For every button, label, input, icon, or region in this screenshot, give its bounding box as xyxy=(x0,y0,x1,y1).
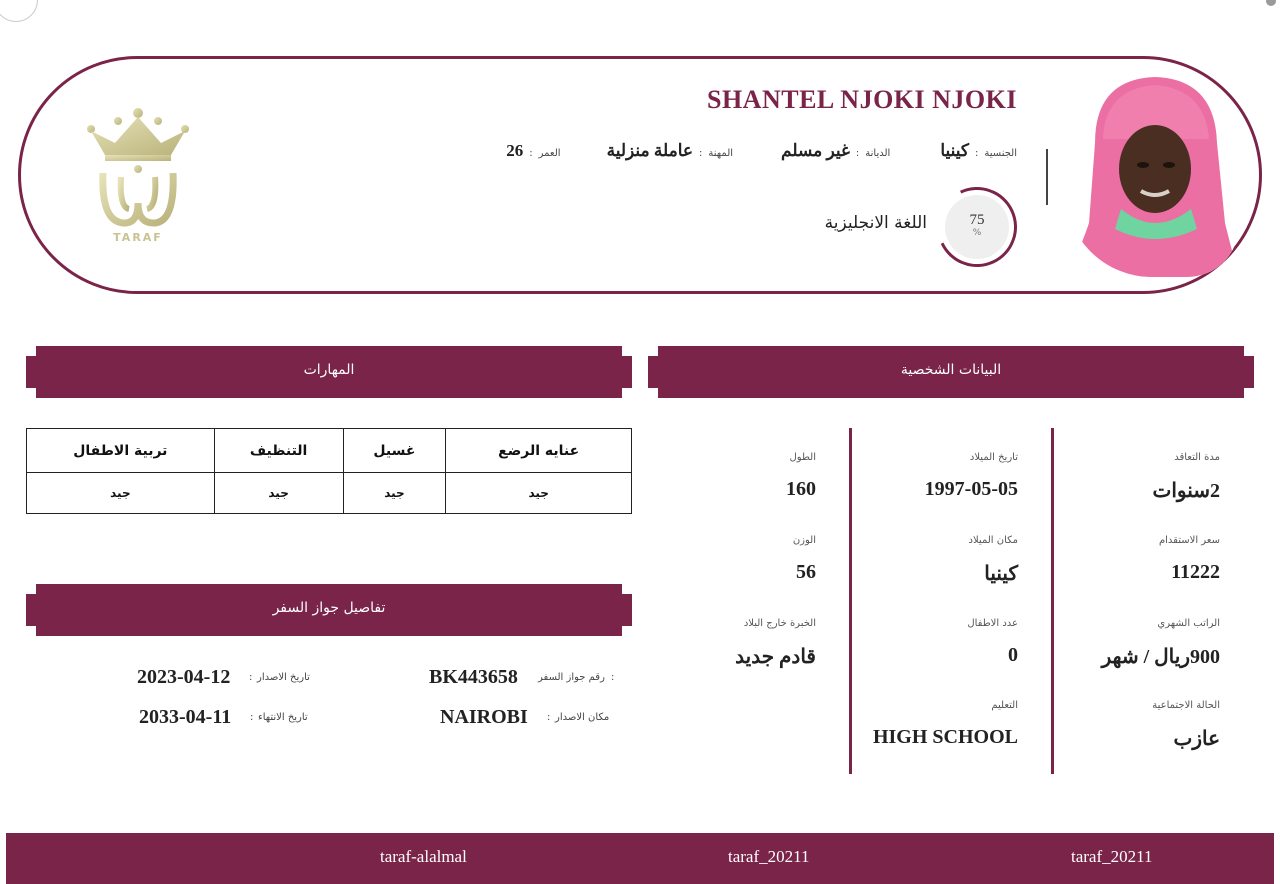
language-progress-value xyxy=(945,195,1009,259)
profession-label: المهنة xyxy=(708,148,734,159)
birth-place-field: مكان الميلاد كينيا xyxy=(838,535,1018,586)
height-field: الطول 160 xyxy=(636,452,816,501)
passport-row-2: مكان الاصدار : NAIROBI تاريخ الانتهاء : 2033-04-11 xyxy=(139,706,610,728)
birth-date-value: 1997-05-05 xyxy=(924,478,1018,500)
personal-section-title: البيانات الشخصية xyxy=(900,362,1002,378)
weight-field: الوزن 56 xyxy=(636,535,816,584)
skills-section-header xyxy=(26,346,632,398)
salary-field: الراتب الشهري 900ريال / شهر xyxy=(1040,618,1220,669)
profession-value: عاملة منزلية xyxy=(606,141,694,160)
expiry-date-label: تاريخ الانتهاء xyxy=(258,712,308,723)
personal-section-header xyxy=(648,346,1254,398)
skill-value: جيد xyxy=(214,473,343,514)
contract-field: مدة التعاقد 2سنوات xyxy=(1040,452,1220,503)
birth-date-field: تاريخ الميلاد 1997-05-05 xyxy=(838,452,1018,501)
language-skill xyxy=(777,187,1017,269)
passport-number: BK443658 xyxy=(429,666,518,688)
scrollbar-thumb[interactable] xyxy=(1266,0,1276,6)
age-value: 26 xyxy=(506,141,524,160)
skills-header-row xyxy=(27,429,632,473)
expiry-date: 2033-04-11 xyxy=(139,706,232,728)
footer-handle-social[interactable]: taraf_20211 xyxy=(728,847,810,866)
skill-header: التنظيف xyxy=(214,429,343,473)
religion-label: الديانة xyxy=(865,148,891,159)
children-field: عدد الاطفال 0 xyxy=(838,618,1018,667)
passport-number-label: رقم جواز السفر xyxy=(538,672,605,683)
recruit-value: 11222 xyxy=(1171,561,1220,583)
passport-section-title: تفاصيل جواز السفر xyxy=(272,600,386,616)
nationality-item: الجنسية : كينيا xyxy=(940,141,1017,160)
skills-value-row xyxy=(27,473,632,514)
issue-date: 2023-04-12 xyxy=(137,666,231,688)
education-field: التعليم HIGH SCHOOL xyxy=(838,700,1018,749)
education-value: HIGH SCHOOL xyxy=(872,726,1018,748)
skills-table xyxy=(26,428,632,514)
issue-place-label: مكان الاصدار xyxy=(555,712,610,723)
marital-field: الحالة الاجتماعية عازب xyxy=(1040,700,1220,751)
nationality-label: الجنسية xyxy=(984,148,1017,159)
issue-date-label: تاريخ الاصدار xyxy=(257,672,310,683)
birth-place-value: كينيا xyxy=(984,563,1018,585)
profile-header-card xyxy=(18,56,1262,294)
language-label: اللغة الانجليزية xyxy=(824,213,927,233)
religion-value: غير مسلم xyxy=(781,141,850,160)
religion-item: الديانة : غير مسلم xyxy=(781,141,891,160)
profession-item: المهنة : عاملة منزلية xyxy=(606,141,734,160)
passport-section-header xyxy=(26,584,632,636)
worker-photo xyxy=(1065,73,1239,277)
footer-bar xyxy=(6,833,1274,884)
nationality-value: كينيا xyxy=(940,141,970,160)
skill-header: عنايه الرضع xyxy=(446,429,632,473)
marital-value: عازب xyxy=(1173,728,1220,750)
worker-name: SHANTEL NJOKI NJOKI xyxy=(706,85,1017,114)
age-label: العمر xyxy=(538,148,561,159)
height-value: 160 xyxy=(786,478,816,500)
footer-handle-social[interactable]: taraf_20211 xyxy=(1071,847,1153,866)
recruit-field: سعر الاستقدام 11222 xyxy=(1040,535,1220,584)
salary-value: 900ريال / شهر xyxy=(1101,646,1220,668)
taraf-logo xyxy=(83,103,193,251)
logo-text: TARAF xyxy=(113,231,163,244)
crown-logo-icon xyxy=(83,103,193,233)
skill-value: جيد xyxy=(343,473,446,514)
experience-field: الخبرة خارج البلاد قادم جديد xyxy=(636,618,816,669)
language-level: 75 xyxy=(969,212,985,228)
weight-value: 56 xyxy=(796,561,816,583)
skill-value: جيد xyxy=(446,473,632,514)
skill-header: غسيل xyxy=(343,429,446,473)
footer-handle-website[interactable]: taraf-alalmal xyxy=(380,847,467,866)
language-unit: % xyxy=(972,228,982,238)
children-value: 0 xyxy=(1008,644,1018,666)
age-item: العمر : 26 xyxy=(506,141,561,160)
worker-portrait-icon xyxy=(1065,73,1239,277)
experience-value: قادم جديد xyxy=(735,646,816,668)
skills-section-title: المهارات xyxy=(303,362,355,378)
skill-header: تربية الاطفال xyxy=(27,429,215,473)
photo-divider xyxy=(1046,149,1048,205)
contract-value: 2سنوات xyxy=(1152,480,1220,502)
basic-info-row xyxy=(506,141,1017,165)
skill-value: جيد xyxy=(27,473,215,514)
passport-row-1: رقم جواز السفر : BK443658 تاريخ الاصدار : 2023-04-12 xyxy=(137,666,615,688)
corner-circle-decoration xyxy=(0,0,38,22)
issue-place: NAIROBI xyxy=(440,706,528,728)
